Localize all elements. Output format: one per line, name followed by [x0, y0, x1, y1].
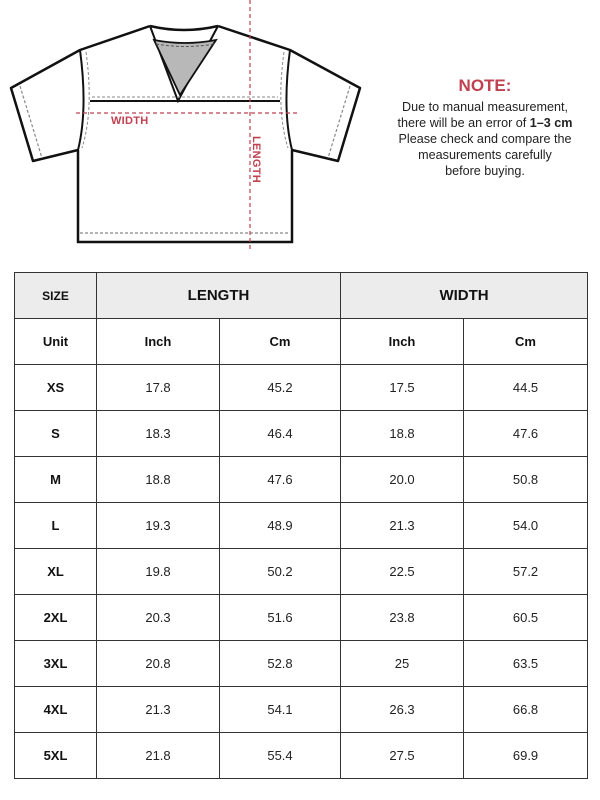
- size-cell: 3XL: [15, 641, 97, 687]
- measurement-cell-length-cm: 50.2: [220, 549, 341, 595]
- note-line: measurements carefully: [418, 148, 552, 162]
- measurement-cell-length-inch: 20.3: [97, 595, 220, 641]
- length-label: LENGTH: [250, 136, 262, 184]
- measurement-cell-length-inch: 21.3: [97, 687, 220, 733]
- jersey-measurement-diagram: [0, 0, 380, 250]
- measurement-cell-length-inch: 19.3: [97, 503, 220, 549]
- table-row: [15, 595, 588, 641]
- measurement-cell-length-cm: 46.4: [220, 411, 341, 457]
- unit-length-inch: Inch: [97, 319, 220, 365]
- size-cell: M: [15, 457, 97, 503]
- measurement-cell-length-inch: 21.8: [97, 733, 220, 779]
- table-row: [15, 365, 588, 411]
- measurement-cell-length-cm: 52.8: [220, 641, 341, 687]
- table-row: [15, 411, 588, 457]
- header-size: SIZE: [15, 273, 97, 319]
- measurement-cell-width-inch: 20.0: [341, 457, 464, 503]
- size-cell: 2XL: [15, 595, 97, 641]
- size-cell: XS: [15, 365, 97, 411]
- measurement-cell-width-cm: 50.8: [464, 457, 588, 503]
- table-row: [15, 687, 588, 733]
- table-row: [15, 641, 588, 687]
- size-cell: L: [15, 503, 97, 549]
- table-row: [15, 549, 588, 595]
- header-width: WIDTH: [341, 273, 588, 319]
- measurement-cell-width-inch: 17.5: [341, 365, 464, 411]
- table-row: [15, 457, 588, 503]
- size-chart-table: [14, 272, 588, 779]
- measurement-cell-length-inch: 17.8: [97, 365, 220, 411]
- measurement-cell-width-cm: 63.5: [464, 641, 588, 687]
- measurement-cell-length-cm: 51.6: [220, 595, 341, 641]
- measurement-cell-length-cm: 45.2: [220, 365, 341, 411]
- measurement-cell-length-inch: 18.3: [97, 411, 220, 457]
- measurement-cell-width-cm: 44.5: [464, 365, 588, 411]
- size-cell: 5XL: [15, 733, 97, 779]
- size-rows: [15, 365, 588, 779]
- note-title: NOTE:: [458, 76, 512, 95]
- measurement-cell-width-inch: 22.5: [341, 549, 464, 595]
- measurement-cell-length-cm: 47.6: [220, 457, 341, 503]
- measurement-cell-length-inch: 18.8: [97, 457, 220, 503]
- measurement-cell-length-cm: 54.1: [220, 687, 341, 733]
- unit-label: Unit: [15, 319, 97, 365]
- measurement-cell-length-cm: 55.4: [220, 733, 341, 779]
- table-row: [15, 503, 588, 549]
- size-cell: S: [15, 411, 97, 457]
- measurement-cell-width-cm: 47.6: [464, 411, 588, 457]
- measurement-cell-length-cm: 48.9: [220, 503, 341, 549]
- size-cell: 4XL: [15, 687, 97, 733]
- unit-width-cm: Cm: [464, 319, 588, 365]
- measurement-cell-width-cm: 66.8: [464, 687, 588, 733]
- note-line: [370, 115, 600, 131]
- note-line-text: there will be an error of: [397, 116, 530, 130]
- measurement-cell-width-inch: 26.3: [341, 687, 464, 733]
- note-line: Please check and compare the: [398, 132, 572, 146]
- note-body: [370, 99, 600, 179]
- unit-width-inch: Inch: [341, 319, 464, 365]
- unit-row: [15, 319, 588, 365]
- size-cell: XL: [15, 549, 97, 595]
- measurement-cell-width-inch: 21.3: [341, 503, 464, 549]
- measurement-note: [370, 76, 600, 179]
- note-line: Due to manual measurement,: [402, 100, 568, 114]
- note-line: before buying.: [445, 164, 525, 178]
- measurement-cell-width-cm: 57.2: [464, 549, 588, 595]
- measurement-cell-width-inch: 27.5: [341, 733, 464, 779]
- measurement-cell-width-cm: 54.0: [464, 503, 588, 549]
- measurement-cell-width-inch: 23.8: [341, 595, 464, 641]
- jersey-outline-icon: [0, 0, 380, 250]
- error-range: 1–3 cm: [529, 116, 573, 130]
- measurement-cell-length-inch: 19.8: [97, 549, 220, 595]
- header-length: LENGTH: [97, 273, 341, 319]
- measurement-cell-width-inch: 25: [341, 641, 464, 687]
- measurement-cell-width-inch: 18.8: [341, 411, 464, 457]
- measurement-cell-width-cm: 60.5: [464, 595, 588, 641]
- width-label: WIDTH: [111, 115, 149, 127]
- table-header-row: [15, 273, 588, 319]
- measurement-cell-length-inch: 20.8: [97, 641, 220, 687]
- measurement-cell-width-cm: 69.9: [464, 733, 588, 779]
- table-row: [15, 733, 588, 779]
- unit-length-cm: Cm: [220, 319, 341, 365]
